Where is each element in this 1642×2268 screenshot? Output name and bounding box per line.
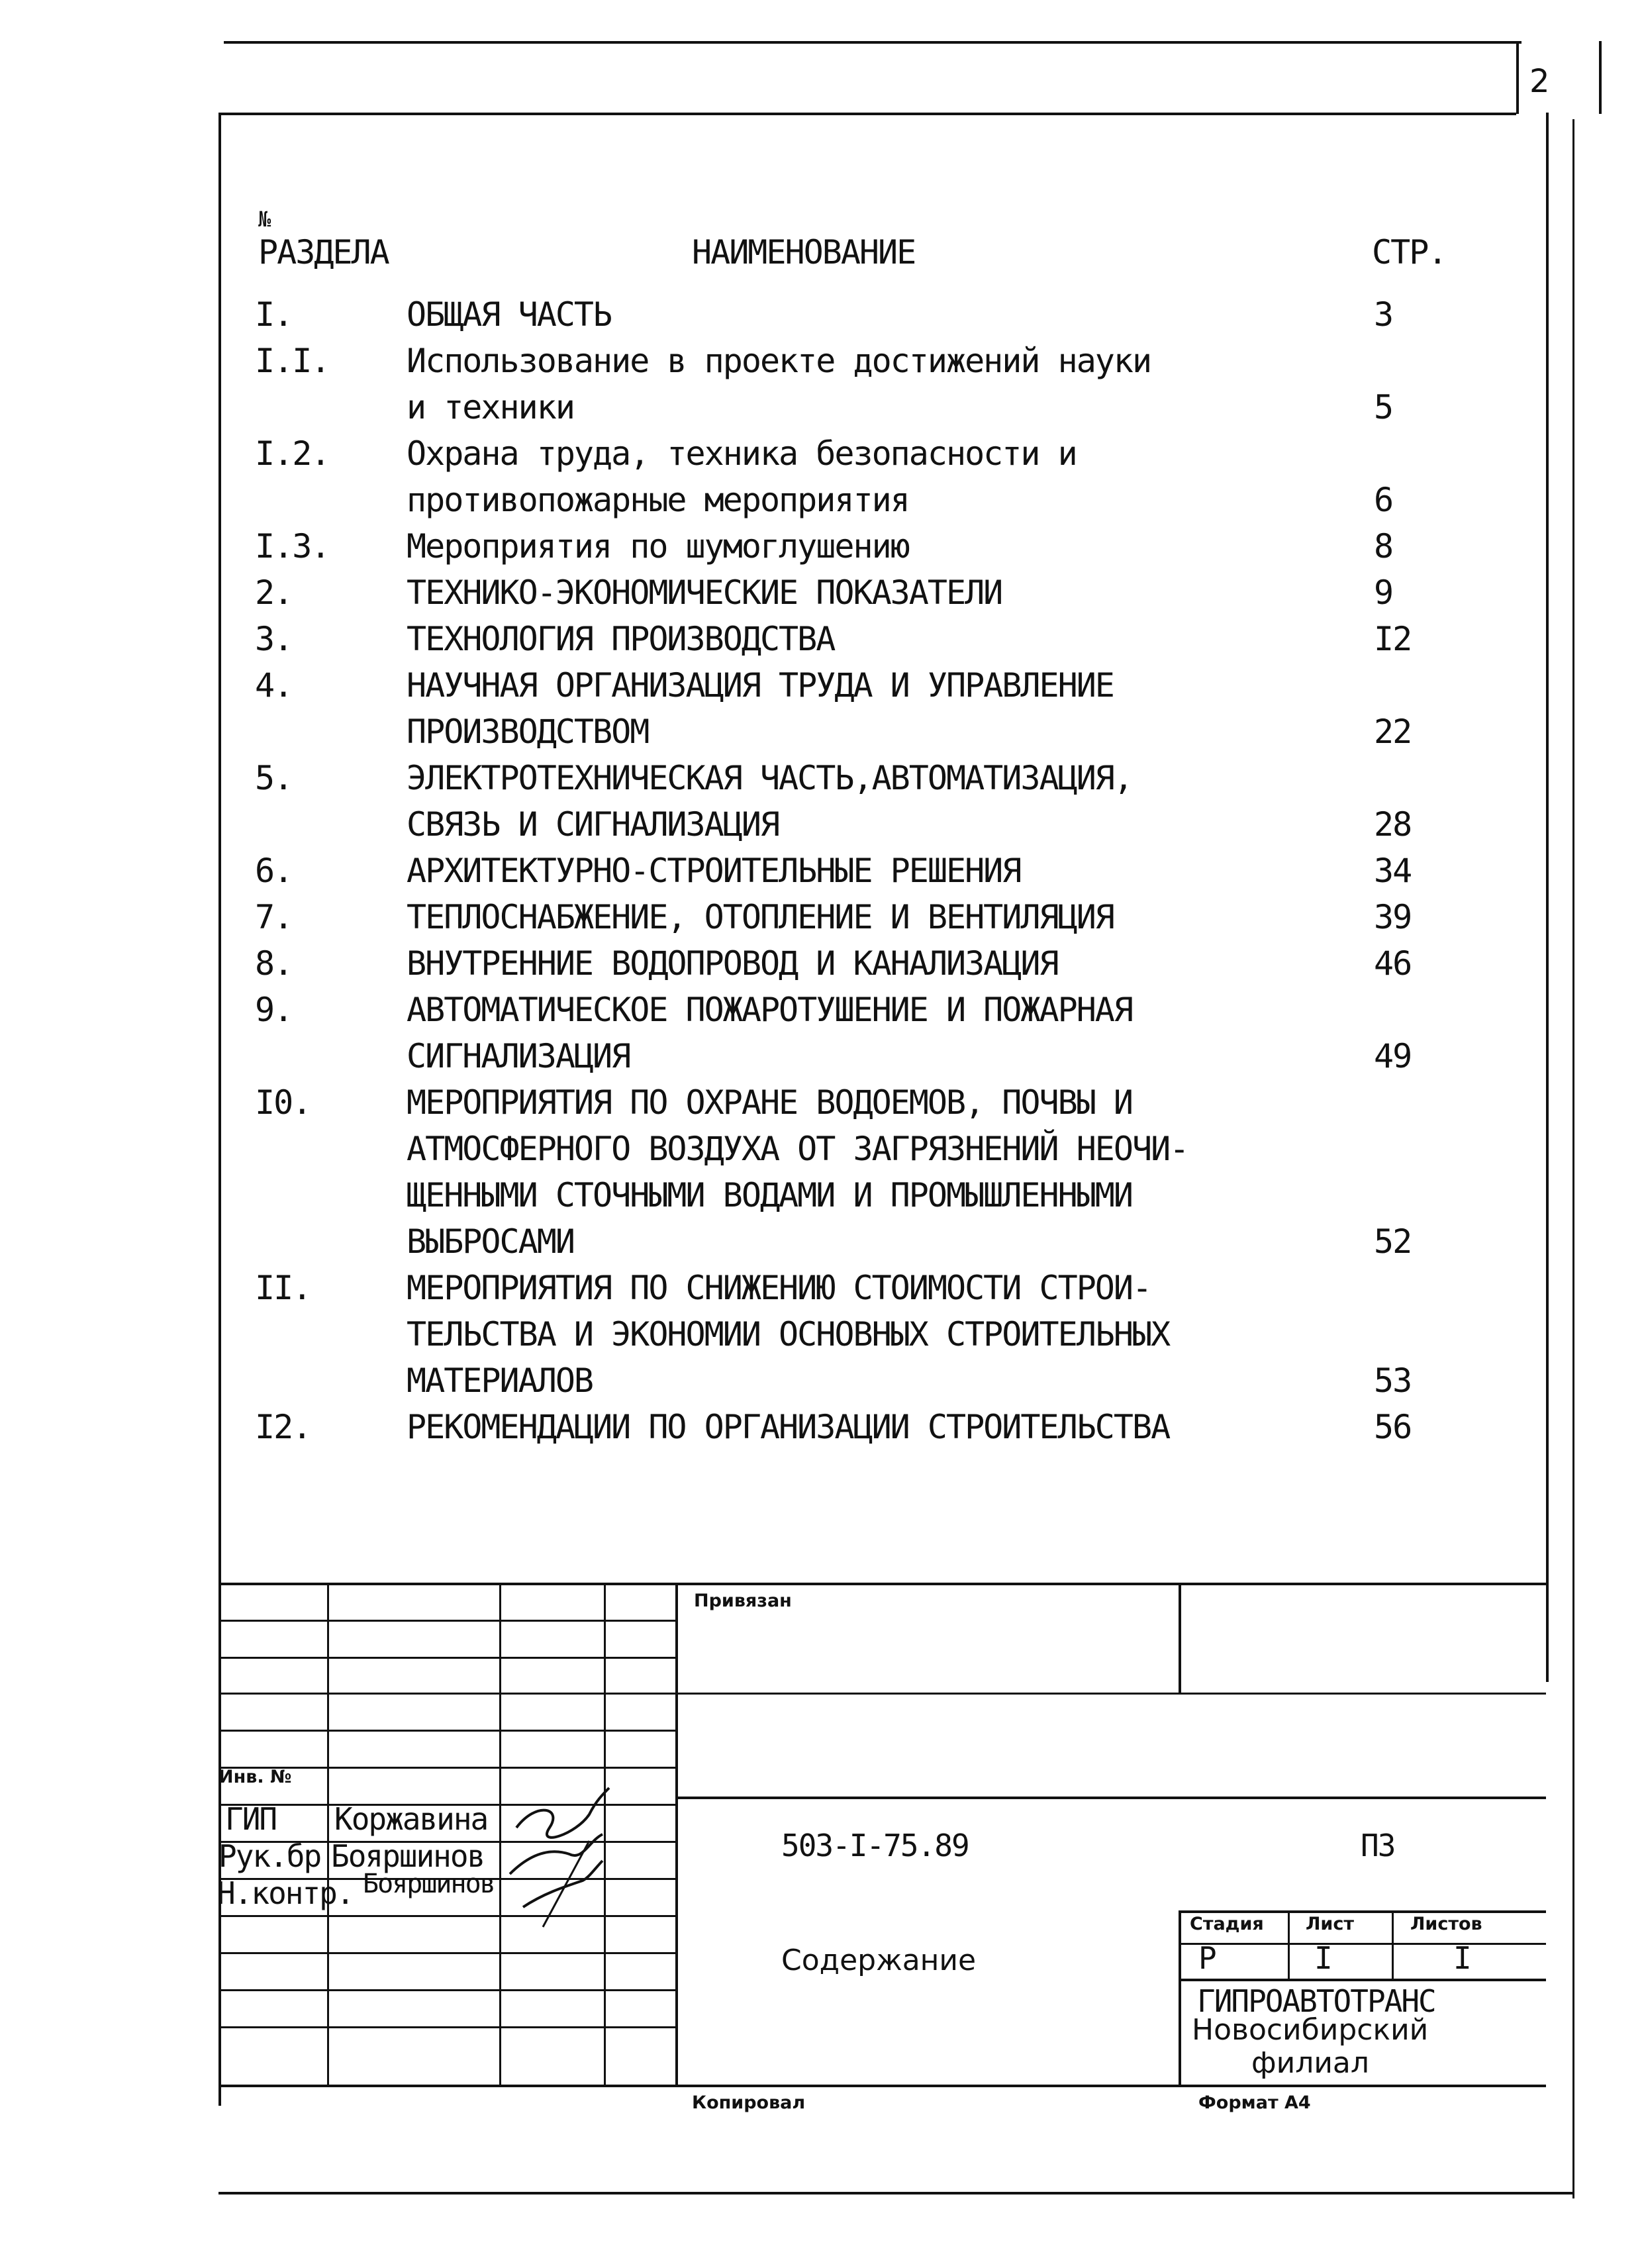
toc-page-number: 3 xyxy=(1374,295,1393,334)
stamp-line xyxy=(1179,1979,1546,1981)
name-team-lead: Бояршинов xyxy=(331,1838,485,1874)
toc-page-number: 22 xyxy=(1374,713,1412,751)
toc-section-number: I.3. xyxy=(255,527,330,566)
toc-section-number: 2. xyxy=(255,573,293,612)
toc-section-title-line: ТЕХНИКО-ЭКОНОМИЧЕСКИЕ ПОКАЗАТЕЛИ xyxy=(407,573,1002,612)
sheets-value: I xyxy=(1453,1940,1471,1976)
toc-page-number: 46 xyxy=(1374,944,1412,983)
toc-section-title-line: ПРОИЗВОДСТВОМ xyxy=(407,713,649,751)
toc-section-title-line: Мероприятия по шумоглушению xyxy=(407,527,909,566)
role-norm-control: Н.контр. xyxy=(217,1875,354,1911)
toc-page-number: 6 xyxy=(1374,481,1393,519)
toc-section-title-line: РЕКОМЕНДАЦИИ ПО ОРГАНИЗАЦИИ СТРОИТЕЛЬСТВА xyxy=(407,1408,1170,1446)
sheet-number: 2 xyxy=(1529,63,1550,100)
stamp-line xyxy=(675,1583,678,2086)
stamp-line xyxy=(218,1583,1546,1585)
toc-page-number: 39 xyxy=(1374,898,1412,936)
toc-page-number: 49 xyxy=(1374,1037,1412,1075)
toc-section-number: 9. xyxy=(255,991,293,1029)
stamp-line xyxy=(218,1657,675,1659)
stamp-line xyxy=(327,1583,329,2086)
stamp-line xyxy=(1288,1910,1290,1979)
document-code: 503-I-75.89 xyxy=(781,1828,969,1863)
toc-section-title-line: НАУЧНАЯ ОРГАНИЗАЦИЯ ТРУДА И УПРАВЛЕНИЕ xyxy=(407,666,1114,705)
stamp-line xyxy=(218,1952,675,1954)
copied-label: Копировал xyxy=(692,2093,806,2113)
name-norm-control: Бояршинов xyxy=(363,1869,495,1899)
toc-section-number: I2. xyxy=(255,1408,311,1446)
toc-section-title-line: АТМОСФЕРНОГО ВОЗДУХА ОТ ЗАГРЯЗНЕНИЙ НЕОЧИ- xyxy=(407,1130,1188,1168)
toc-section-title-line: Охрана труда, техника безопасности и xyxy=(407,434,1077,473)
toc-section-number: II. xyxy=(255,1269,311,1307)
stamp-line xyxy=(1179,1583,1181,1693)
toc-section-number: 6. xyxy=(255,852,293,890)
toc-section-title-line: ЩЕННЫМИ СТОЧНЫМИ ВОДАМИ И ПРОМЫШЛЕННЫМИ xyxy=(407,1176,1132,1214)
toc-section-title-line: ТЕПЛОСНАБЖЕНИЕ, ОТОПЛЕНИЕ И ВЕНТИЛЯЦИЯ xyxy=(407,898,1114,936)
toc-section-title-line: ВЫБРОСАМИ xyxy=(407,1222,574,1261)
toc-section-number: I.I. xyxy=(255,342,330,380)
stamp-line xyxy=(675,1797,1546,1799)
toc-page-number: 52 xyxy=(1374,1222,1412,1261)
frame-top-inner-line xyxy=(218,113,1516,115)
stamp-line xyxy=(218,2085,1546,2087)
stage-value: Р xyxy=(1198,1940,1216,1976)
bound-label: Привязан xyxy=(694,1591,792,1611)
toc-section-number: I.2. xyxy=(255,434,330,473)
frame-left-line xyxy=(218,113,221,2106)
toc-section-title-line: СИГНАЛИЗАЦИЯ xyxy=(407,1037,630,1075)
toc-section-title-line: ТЕЛЬСТВА И ЭКОНОМИИ ОСНОВНЫХ СТРОИТЕЛЬНЫХ xyxy=(407,1315,1170,1354)
stamp-line xyxy=(218,2026,675,2028)
stamp-line xyxy=(218,1620,675,1622)
sheets-label: Листов xyxy=(1410,1914,1482,1934)
sheet-box-right xyxy=(1599,41,1602,114)
toc-page-number: I2 xyxy=(1374,620,1412,658)
toc-page-number: 28 xyxy=(1374,805,1412,844)
sheet-title: Содержание xyxy=(781,1944,977,1977)
toc-page-number: 34 xyxy=(1374,852,1412,890)
stamp-line xyxy=(1392,1910,1394,1979)
stamp-line xyxy=(218,1989,675,1991)
stamp-line xyxy=(218,1693,1546,1695)
toc-section-title-line: Использование в проекте достижений науки xyxy=(407,342,1151,380)
frame-right-line xyxy=(1546,113,1549,1682)
frame-top-line xyxy=(224,41,1521,44)
toc-section-title-line: МЕРОПРИЯТИЯ ПО СНИЖЕНИЮ СТОИМОСТИ СТРОИ- xyxy=(407,1269,1151,1307)
toc-section-number: 7. xyxy=(255,898,293,936)
stamp-line xyxy=(218,1730,675,1732)
toc-section-number: 4. xyxy=(255,666,293,705)
sheet-label: Лист xyxy=(1306,1914,1354,1934)
toc-section-title-line: АРХИТЕКТУРНО-СТРОИТЕЛЬНЫЕ РЕШЕНИЯ xyxy=(407,852,1021,890)
frame-bottom-line xyxy=(218,2192,1572,2194)
column-page-label: СТР. xyxy=(1372,233,1447,271)
stamp-line xyxy=(1179,1910,1546,1913)
stamp-line xyxy=(1179,1910,1181,2086)
toc-section-title-line: ВНУТРЕННИЕ ВОДОПРОВОД И КАНАЛИЗАЦИЯ xyxy=(407,944,1058,983)
organization-branch-city: Новосибирский xyxy=(1192,2013,1429,2047)
organization-branch: филиал xyxy=(1251,2046,1370,2080)
column-title-label: НАИМЕНОВАНИЕ xyxy=(692,233,916,271)
sheet-box-left xyxy=(1516,41,1519,114)
toc-section-title-line: СВЯЗЬ И СИГНАЛИЗАЦИЯ xyxy=(407,805,779,844)
organization-name: ГИПРОАВТОТРАНС xyxy=(1197,1983,1435,2019)
toc-section-number: 5. xyxy=(255,759,293,797)
frame-right-outer-line xyxy=(1572,119,1574,2198)
format-label: Формат А4 xyxy=(1198,2093,1311,2113)
document-type: ПЗ xyxy=(1361,1828,1395,1863)
name-chief-engineer: Коржавина xyxy=(334,1801,488,1837)
toc-section-title-line: ТЕХНОЛОГИЯ ПРОИЗВОДСТВА xyxy=(407,620,835,658)
toc-section-title-line: АВТОМАТИЧЕСКОЕ ПОЖАРОТУШЕНИЕ И ПОЖАРНАЯ xyxy=(407,991,1132,1029)
toc-section-number: I. xyxy=(255,295,293,334)
toc-section-number: 8. xyxy=(255,944,293,983)
toc-page-number: 53 xyxy=(1374,1361,1412,1400)
signature-scribbles xyxy=(490,1775,622,1934)
toc-page-number: 9 xyxy=(1374,573,1393,612)
column-number-mark: № xyxy=(258,207,270,232)
stage-label: Стадия xyxy=(1190,1914,1264,1934)
role-team-lead: Рук.бр xyxy=(218,1838,321,1874)
toc-section-title-line: противопожарные мероприятия xyxy=(407,481,909,519)
toc-page-number: 8 xyxy=(1374,527,1393,566)
stamp-line xyxy=(1179,1943,1546,1945)
toc-page-number: 56 xyxy=(1374,1408,1412,1446)
toc-section-title-line: и техники xyxy=(407,388,574,426)
toc-section-number: 3. xyxy=(255,620,293,658)
inventory-label: Инв. № xyxy=(218,1767,292,1787)
sheet-value: I xyxy=(1314,1940,1331,1976)
toc-section-title-line: ЭЛЕКТРОТЕХНИЧЕСКАЯ ЧАСТЬ,АВТОМАТИЗАЦИЯ, xyxy=(407,759,1132,797)
toc-section-title-line: ОБЩАЯ ЧАСТЬ xyxy=(407,295,612,334)
column-number-label: РАЗДЕЛА xyxy=(258,233,389,271)
toc-section-title-line: МАТЕРИАЛОВ xyxy=(407,1361,593,1400)
role-chief-engineer: ГИП xyxy=(225,1801,277,1837)
toc-section-number: I0. xyxy=(255,1083,311,1122)
toc-page-number: 5 xyxy=(1374,388,1393,426)
toc-section-title-line: МЕРОПРИЯТИЯ ПО ОХРАНЕ ВОДОЕМОВ, ПОЧВЫ И xyxy=(407,1083,1132,1122)
